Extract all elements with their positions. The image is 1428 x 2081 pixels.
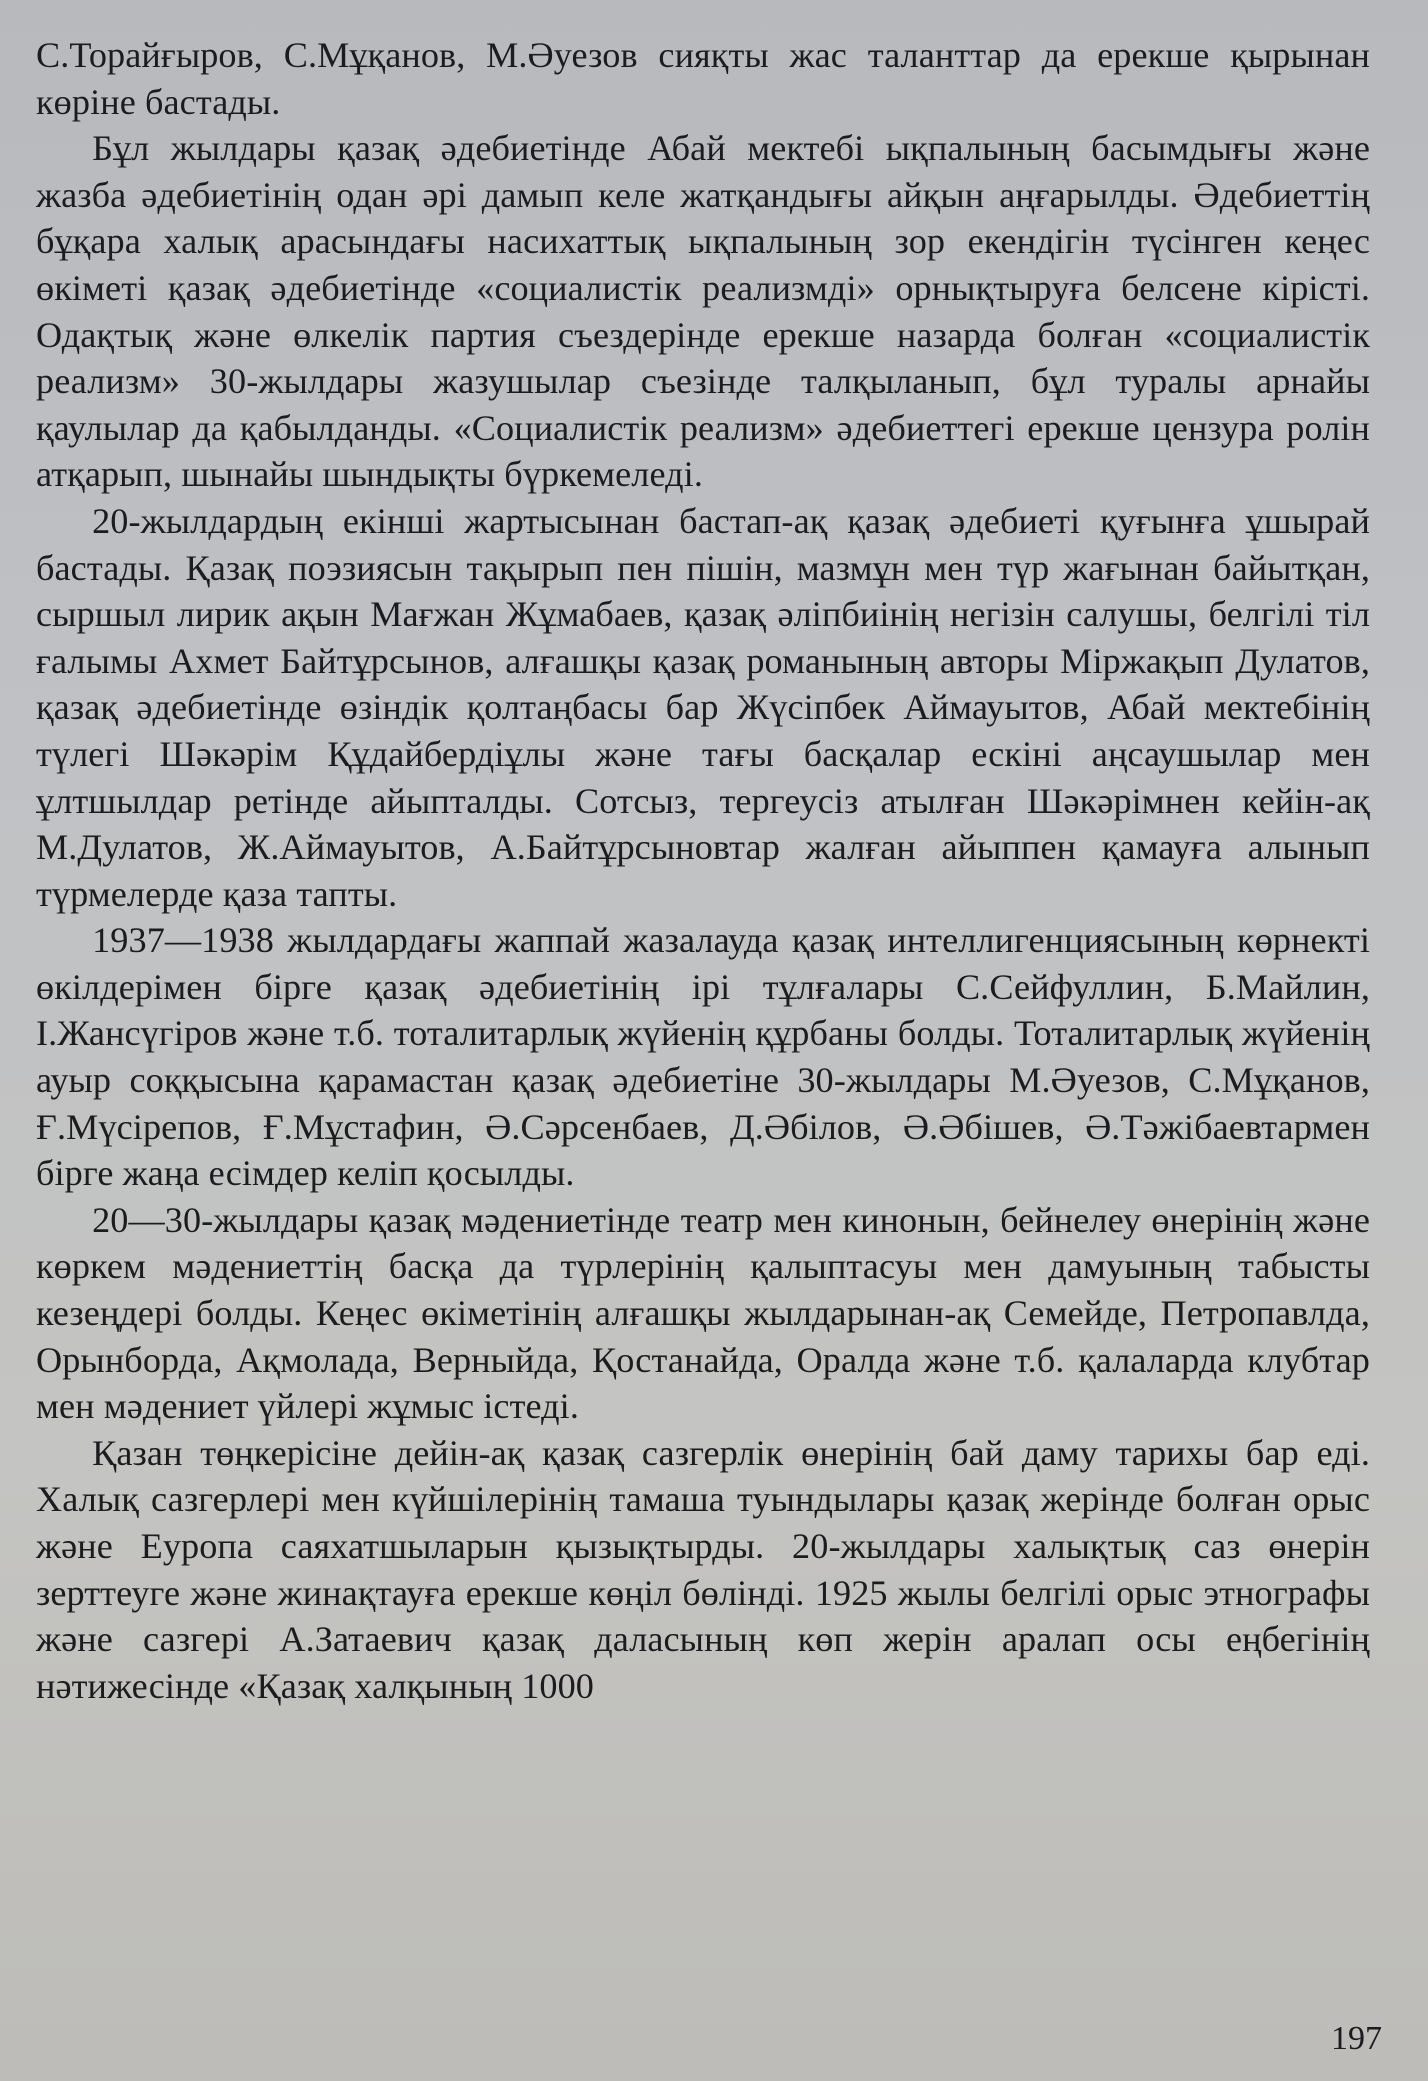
paragraph-3: 20-жылдардың екінші жартысынан бастап-ақ қазақ әдебиеті қуғынға ұшырай бастады. Қазақ поэзиясын тақырып пен пішін, мазмұн мен түр жағынан байытқан, сыршыл лирик ақын Мағжан Жұмабаев, қазақ әліпбиінің негізін салушы, белгілі тіл ғалымы Ахмет Байтұрсынов, алғашқы қазақ романының авторы Міржақып Дулатов, қазақ әдебиетінде өзіндік қолтаңбасы бар Жүсіпбек Аймауытов, Абай мектебінің түлегі Шәкәрім Құдайбердіұлы және тағы басқалар ескіні аңсаушылар мен ұлтшылдар ретінде айыпталды. Сотсыз, тергеусіз атылған Шәкәрімнен кейін-ақ М.Дулатов, Ж.Аймауытов, А.Байтұрсыновтар жалған айыппен қамауға алынып түрмелерде қаза тапты.: [36, 500, 1370, 914]
paragraph-6: Қазан төңкерісіне дейін-ақ қазақ сазгерлік өнерінің бай даму тарихы бар еді. Халық сазгерлері мен күйшілерінің тамаша туындылары қазақ жерінде болған орыс және Еуропа саяхатшыларын қызықтырды. 20-жылдары халықтық саз өнерін зерттеуге және жинақтауға ерекше көңіл бөлінді. 1925 жылы белгілі орыс этнографы және сазгері А.Затаевич қазақ даласының көп жерін аралап осы еңбегінің нәтижесінде «Қазақ халқының 1000: [36, 1432, 1370, 1706]
body-text: [36, 32, 1370, 1709]
paragraph-2: Бұл жылдары қазақ әдебиетінде Абай мектебі ықпалының басымдығы және жазба әдебиетінің одан әрі дамып келе жатқандығы айқын аңғарылды. Әдебиеттің бұқара халық арасындағы насихаттық ықпалының зор екендігін түсінген кеңес өкіметі қазақ әдебиетінде «социалистік реализмді» орнықтыруға белсене кірісті. Одақтық және өлкелік партия съездерінде ерекше назарда болған «социалистік реализм» 30-жылдары жазушылар съезінде талқыланып, бұл туралы арнайы қаулылар да қабылданды. «Социалистік реализм» әдебиеттегі ерекше цензура ролін атқарып, шынайы шындықты бүркемеледі.: [36, 128, 1370, 495]
paragraph-1: С.Торайғыров, С.Мұқанов, М.Әуезов сияқты жас таланттар да ерекше қырынан көріне бастады.: [36, 35, 1370, 122]
paragraph-4: 1937—1938 жылдардағы жаппай жазалауда қазақ интеллигенциясының көрнекті өкілдерімен бірге қазақ әдебиетінің ірі тұлғалары С.Сейфуллин, Б.Майлин, І.Жансүгіров және т.б. тоталитарлық жүйенің құрбаны болды. Тоталитарлық жүйенің ауыр соққысына қарамастан қазақ әдебиетіне 30-жылдары М.Әуезов, С.Мұқанов, Ғ.Мүсірепов, Ғ.Мұстафин, Ә.Сәрсенбаев, Д.Әбілов, Ә.Әбішев, Ә.Тәжібаевтармен бірге жаңа есімдер келіп қосылды.: [36, 920, 1370, 1194]
paragraph-5: 20—30-жылдары қазақ мәдениетінде театр мен кинонын, бейнелеу өнерінің және көркем мәдениеттің басқа да түрлерінің қалыптасуы мен дамуының табысты кезеңдері болды. Кеңес өкіметінің алғашқы жылдарынан-ақ Семейде, Петропавлда, Орынборда, Ақмолада, Верныйда, Қостанайда, Оралда және т.б. қалаларда клубтар мен мәдениет үйлері жұмыс істеді.: [36, 1199, 1370, 1427]
page-number: 197: [1331, 2020, 1382, 2057]
